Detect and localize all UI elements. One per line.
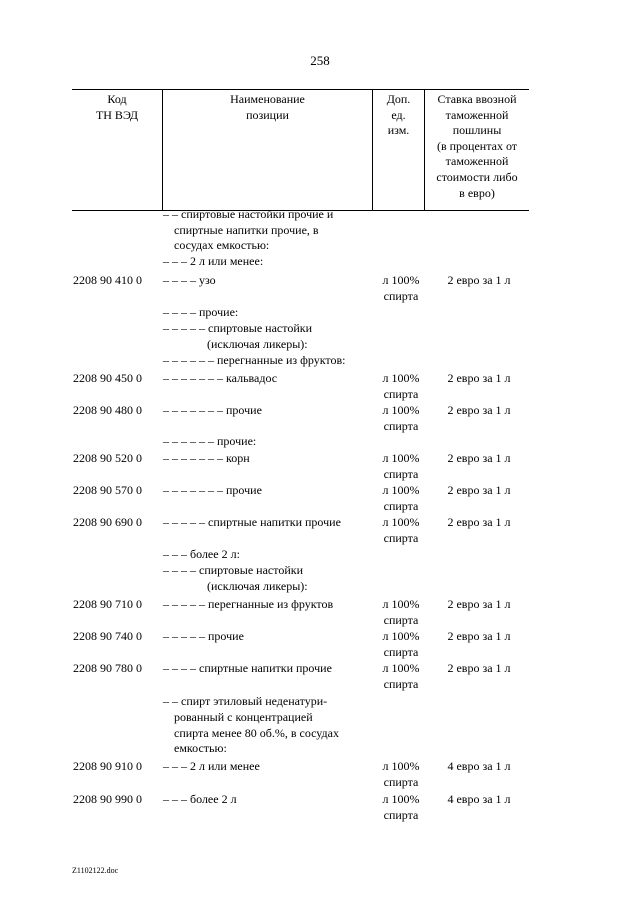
header-rate bbox=[425, 92, 529, 201]
unit-line: л 100% bbox=[382, 515, 420, 529]
desc-line: – – – – – спиртовые настойки bbox=[163, 321, 312, 335]
unit-line: спирта bbox=[383, 386, 419, 401]
desc-line: – – – – узо bbox=[163, 273, 216, 287]
header-top-rule bbox=[72, 89, 529, 90]
header-unit-line: изм. bbox=[387, 123, 410, 138]
unit-line: спирта bbox=[383, 466, 419, 481]
row-code: 2208 90 690 0 bbox=[73, 515, 142, 529]
desc-line: спирта менее 80 об.%, в сосудах bbox=[174, 726, 339, 740]
unit-line: спирта bbox=[383, 288, 419, 303]
unit-line: л 100% bbox=[382, 661, 420, 675]
desc-line: – – – – прочие: bbox=[163, 305, 239, 319]
row-code: 2208 90 410 0 bbox=[73, 273, 142, 287]
header-unit bbox=[373, 92, 424, 139]
row-code: 2208 90 520 0 bbox=[73, 451, 142, 465]
desc-line: сосудах емкостью: bbox=[174, 238, 270, 252]
header-code bbox=[72, 92, 162, 123]
row-code: 2208 90 450 0 bbox=[73, 371, 142, 385]
unit-line: спирта bbox=[383, 498, 419, 513]
desc-line: – – – – – – – кальвадос bbox=[163, 371, 278, 385]
desc-line: – – – – спиртовые настойки bbox=[163, 563, 303, 577]
desc-line: – – – – – прочие bbox=[163, 629, 244, 643]
unit-line: спирта bbox=[383, 676, 419, 691]
row-rate: 2 евро за 1 л bbox=[447, 629, 511, 643]
unit-line: л 100% bbox=[382, 597, 420, 611]
row-code: 2208 90 780 0 bbox=[73, 661, 142, 675]
header-unit-line: Доп. bbox=[386, 92, 411, 106]
header-rate-line: пошлины bbox=[452, 123, 502, 138]
row-unit bbox=[376, 371, 426, 402]
row-code: 2208 90 740 0 bbox=[73, 629, 142, 643]
desc-line: – – – более 2 л: bbox=[163, 547, 240, 561]
unit-line: л 100% bbox=[382, 451, 420, 465]
row-code: 2208 90 990 0 bbox=[73, 792, 142, 806]
row-unit bbox=[376, 403, 426, 434]
desc-line: – – – 2 л или менее bbox=[163, 759, 260, 773]
desc-line: – – – – – – – корн bbox=[163, 451, 250, 465]
desc-line: – – – – – – прочие: bbox=[163, 434, 257, 448]
header-code-line: ТН ВЭД bbox=[95, 107, 139, 122]
desc-line: – – – – – – – прочие bbox=[163, 483, 262, 497]
row-code: 2208 90 910 0 bbox=[73, 759, 142, 773]
header-rate-line: стоимости либо bbox=[436, 169, 518, 184]
desc-line: – – спиртовые настойки прочие и bbox=[163, 207, 334, 221]
row-unit bbox=[376, 661, 426, 692]
row-rate: 2 евро за 1 л bbox=[447, 483, 511, 497]
unit-line: спирта bbox=[383, 418, 419, 433]
desc-line: – – – – – перегнанные из фруктов bbox=[163, 597, 334, 611]
row-unit bbox=[376, 451, 426, 482]
row-unit bbox=[376, 792, 426, 823]
desc-line: – – – – – спиртные напитки прочие bbox=[163, 515, 341, 529]
row-code: 2208 90 570 0 bbox=[73, 483, 142, 497]
desc-line: (исключая ликеры): bbox=[207, 337, 308, 351]
header-rate-line: (в процентах от bbox=[436, 138, 518, 153]
header-code-line: Код bbox=[107, 92, 127, 106]
row-unit bbox=[376, 273, 426, 304]
desc-line: спиртные напитки прочие, в bbox=[174, 223, 319, 237]
row-unit bbox=[376, 597, 426, 628]
page-number: 258 bbox=[310, 53, 330, 68]
unit-line: спирта bbox=[383, 774, 419, 789]
row-rate: 4 евро за 1 л bbox=[447, 792, 511, 806]
unit-line: л 100% bbox=[382, 792, 420, 806]
header-name bbox=[163, 92, 372, 123]
row-rate: 2 евро за 1 л bbox=[447, 515, 511, 529]
row-rate: 2 евро за 1 л bbox=[447, 597, 511, 611]
header-rate-line: в евро) bbox=[459, 185, 495, 200]
unit-line: л 100% bbox=[382, 759, 420, 773]
header-rate-line: таможенной bbox=[445, 154, 509, 169]
unit-line: л 100% bbox=[382, 371, 420, 385]
desc-line: – – – – спиртные напитки прочие bbox=[163, 661, 332, 675]
desc-line: – – – – – – – прочие bbox=[163, 403, 262, 417]
row-rate: 2 евро за 1 л bbox=[447, 451, 511, 465]
unit-line: спирта bbox=[383, 530, 419, 545]
desc-line: – – – более 2 л bbox=[163, 792, 237, 806]
unit-line: л 100% bbox=[382, 403, 420, 417]
row-unit bbox=[376, 515, 426, 546]
desc-line: рованный с концентрацией bbox=[174, 710, 313, 724]
row-code: 2208 90 480 0 bbox=[73, 403, 142, 417]
unit-line: л 100% bbox=[382, 483, 420, 497]
row-rate: 2 евро за 1 л bbox=[447, 371, 511, 385]
header-rate-line: таможенной bbox=[445, 107, 509, 122]
unit-line: л 100% bbox=[382, 629, 420, 643]
row-rate: 2 евро за 1 л bbox=[447, 403, 511, 417]
row-rate: 4 евро за 1 л bbox=[447, 759, 511, 773]
desc-line: (исключая ликеры): bbox=[207, 579, 308, 593]
unit-line: л 100% bbox=[382, 273, 420, 287]
unit-line: спирта bbox=[383, 644, 419, 659]
header-rate-line: Ставка ввозной bbox=[437, 92, 517, 106]
row-code: 2208 90 710 0 bbox=[73, 597, 142, 611]
row-unit bbox=[376, 759, 426, 790]
document-filename: Z1102122.doc bbox=[72, 866, 119, 875]
desc-line: емкостью: bbox=[174, 741, 227, 755]
header-name-line: Наименование bbox=[230, 92, 305, 106]
unit-line: спирта bbox=[383, 807, 419, 822]
row-rate: 2 евро за 1 л bbox=[447, 661, 511, 675]
desc-line: – – – – – – перегнанные из фруктов: bbox=[163, 353, 346, 367]
header-name-line: позиции bbox=[246, 107, 289, 122]
desc-line: – – – 2 л или менее: bbox=[163, 254, 264, 268]
row-unit bbox=[376, 629, 426, 660]
row-rate: 2 евро за 1 л bbox=[447, 273, 511, 287]
unit-line: спирта bbox=[383, 612, 419, 627]
header-unit-line: ед. bbox=[391, 107, 406, 122]
desc-line: – – спирт этиловый неденатури- bbox=[163, 694, 328, 708]
row-unit bbox=[376, 483, 426, 514]
